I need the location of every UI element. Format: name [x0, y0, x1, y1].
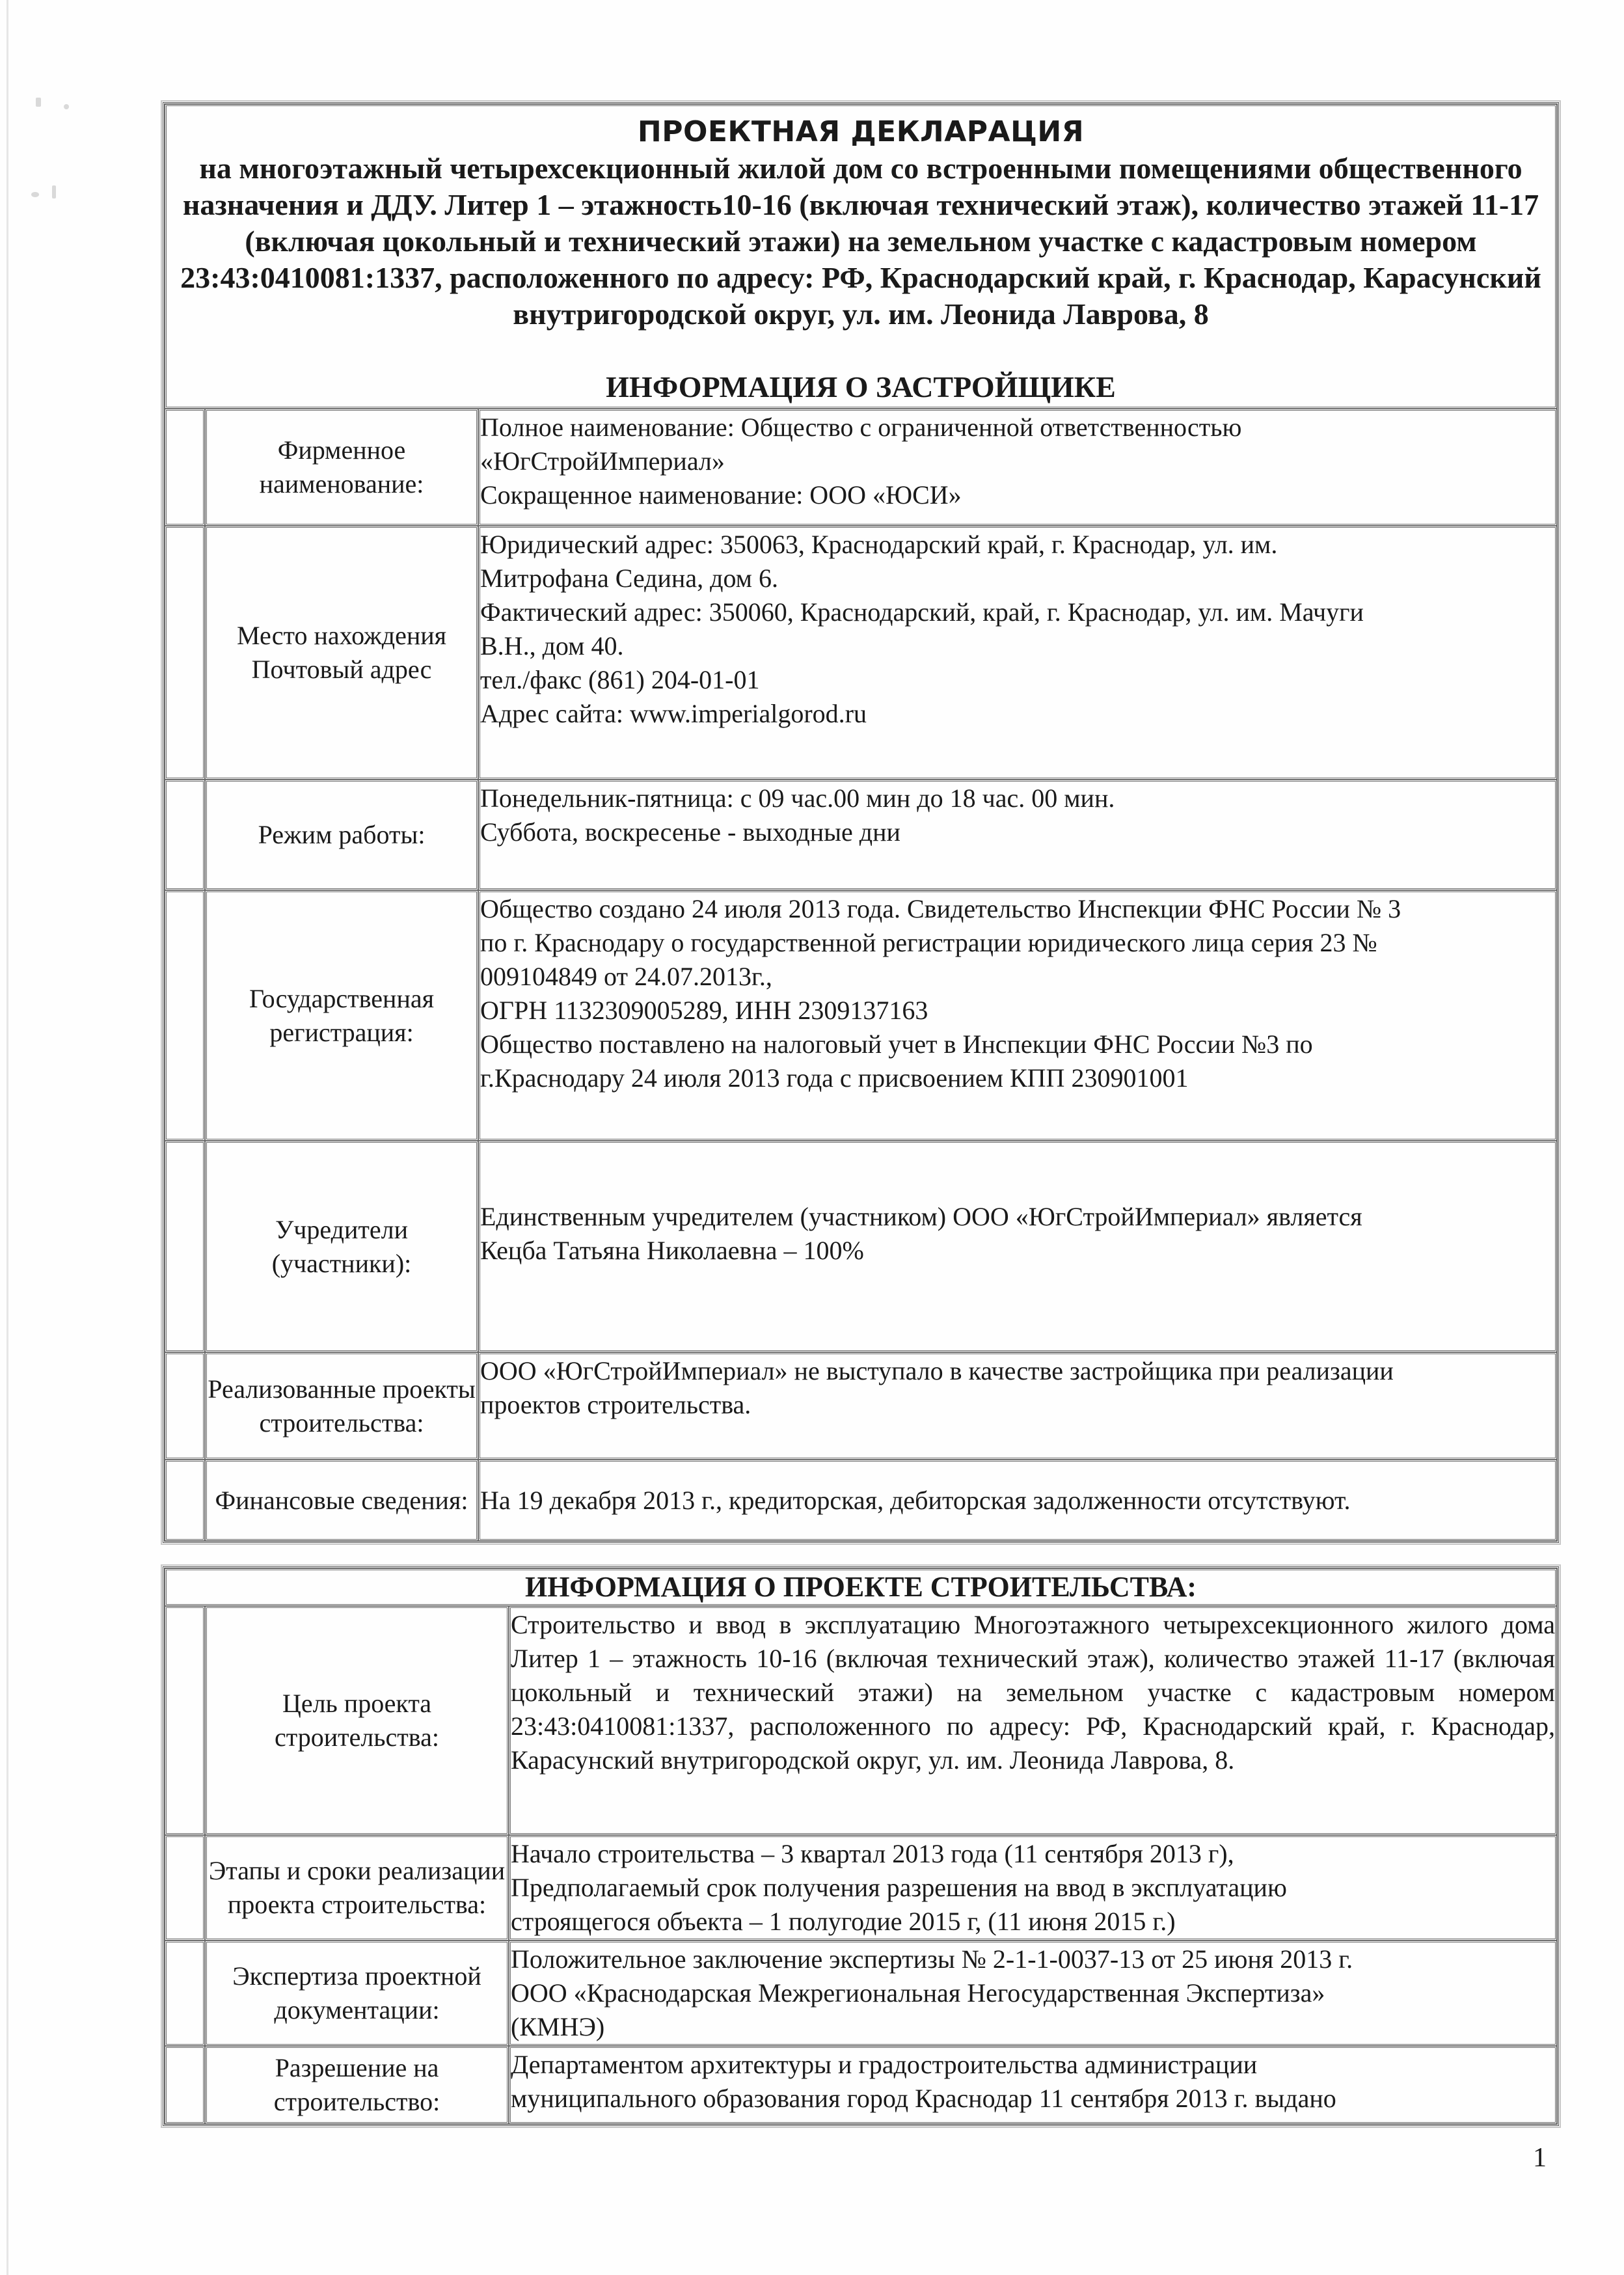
scan-artifact	[64, 104, 69, 109]
table-row	[165, 526, 1557, 780]
row-label: Место нахождения Почтовый адрес	[205, 526, 478, 780]
website-text: Адрес сайта: www.imperialgorod.ru	[480, 699, 867, 728]
row-content: Единственным учредителем (участником) ООО «ЮгСтройИмпериал» является Кецба Татьяна Николаевна – 100%	[478, 1141, 1557, 1352]
developer-info-table	[163, 102, 1559, 1543]
declaration-subtitle: на многоэтажный четырехсекционный жилой дом со встроенными помещениями общественного назначения и ДДУ. Литер 1 – этажность10-16 (включая технический этаж), количество этажей 11-17 (включая цокольный и технический этажи) на земельном участке с кадастровым номером 23:43:0410081:1337, расположенного по адресу: РФ, Краснодарский край, г. Краснодар, Карасунский внутригородской округ, ул. им. Леонида Лаврова, 8	[180, 152, 1541, 331]
table-row	[165, 1352, 1557, 1460]
row-number-cell	[165, 1460, 205, 1541]
scan-artifact	[52, 185, 56, 198]
scan-edge	[7, 0, 8, 2275]
row-number-cell	[165, 2046, 205, 2124]
table-row	[165, 1460, 1557, 1541]
table-row	[165, 1141, 1557, 1352]
row-label: Режим работы:	[205, 780, 478, 890]
row-content: Понедельник-пятница: с 09 час.00 мин до 18 час. 00 мин. Суббота, воскресенье - выходные дни	[478, 780, 1557, 890]
row-label: Разрешение на строительство:	[205, 2046, 509, 2124]
row-number-cell	[165, 1141, 205, 1352]
row-label: Реализованные проекты строительства:	[205, 1352, 478, 1460]
table-row	[165, 409, 1557, 526]
row-label: Учредители (участники):	[205, 1141, 478, 1352]
scan-artifact	[36, 98, 41, 107]
developer-section-title: ИНФОРМАЦИЯ О ЗАСТРОЙЩИКЕ	[606, 370, 1116, 403]
project-section-title: ИНФОРМАЦИЯ О ПРОЕКТЕ СТРОИТЕЛЬСТВА:	[165, 1568, 1557, 1606]
row-content: На 19 декабря 2013 г., кредиторская, дебиторская задолженности отсутствуют.	[478, 1460, 1557, 1541]
row-content: Положительное заключение экспертизы № 2-1-1-0037-13 от 25 июня 2013 г. ООО «Краснодарская Межрегиональная Негосударственная Экспертиза» (КМНЭ)	[509, 1941, 1557, 2046]
row-label: Финансовые сведения:	[205, 1460, 478, 1541]
row-label: Цель проекта строительства:	[205, 1606, 509, 1835]
page-title: ПРОЕКТНАЯ ДЕКЛАРАЦИЯ	[637, 115, 1085, 148]
row-content: Строительство и ввод в эксплуатацию Многоэтажного четырехсекционного жилого дома Литер 1 – этажность 10-16 (включая технический этаж), количество этажей 11-17 (включая цокольный и технический этажи) на земельном участке с кадастровым номером 23:43:0410081:1337, расположенного по адресу: РФ, Краснодарский край, г. Краснодар, Карасунский внутригородской округ, ул. им. Леонида Лаврова, 8.	[509, 1606, 1557, 1835]
row-label: Фирменное наименование:	[205, 409, 478, 526]
declaration-header	[165, 104, 1557, 409]
table-row	[165, 1606, 1557, 1835]
row-label: Государственная регистрация:	[205, 890, 478, 1141]
row-number-cell	[165, 890, 205, 1141]
row-number-cell	[165, 526, 205, 780]
scan-artifact	[31, 192, 39, 197]
table-row	[165, 1835, 1557, 1941]
table-row	[165, 2046, 1557, 2124]
row-number-cell	[165, 1606, 205, 1835]
row-content: Начало строительства – 3 квартал 2013 года (11 сентября 2013 г), Предполагаемый срок получения разрешения на ввод в эксплуатацию строящегося объекта – 1 полугодие 2015 г, (11 июня 2015 г.)	[509, 1835, 1557, 1941]
row-content: ООО «ЮгСтройИмпериал» не выступало в качестве застройщика при реализации проектов строительства.	[478, 1352, 1557, 1460]
table-row	[165, 1941, 1557, 2046]
row-number-cell	[165, 1941, 205, 2046]
row-label: Экспертиза проектной документации:	[205, 1941, 509, 2046]
row-number-cell	[165, 1835, 205, 1941]
row-number-cell	[165, 409, 205, 526]
page-number: 1	[1533, 2143, 1547, 2173]
row-number-cell	[165, 1352, 205, 1460]
row-content: Общество создано 24 июля 2013 года. Свидетельство Инспекции ФНС России № 3 по г. Краснодару о государственной регистрации юридического лица серия 23 № 009104849 от 24.07.2013г., ОГРН 1132309005289, ИНН 2309137163 Общество поставлено на налоговый учет в Инспекции ФНС России №3 по г.Краснодару 24 июля 2013 года с присвоением КПП 230901001	[478, 890, 1557, 1141]
row-content: Полное наименование: Общество с ограниченной ответственностью «ЮгСтройИмпериал» Сокращенное наименование: ООО «ЮСИ»	[478, 409, 1557, 526]
row-content: Департаментом архитектуры и градостроительства администрации муниципального образования город Краснодар 11 сентября 2013 г. выдано	[509, 2046, 1557, 2124]
row-content: Юридический адрес: 350063, Краснодарский край, г. Краснодар, ул. им. Митрофана Седина, дом 6. Фактический адрес: 350060, Краснодарский, край, г. Краснодар, ул. им. Мачуги В.Н., дом 40. тел./факс (861) 204-01-01 Адрес сайта: www.imperialgorod.ru	[478, 526, 1557, 780]
table-row	[165, 780, 1557, 890]
row-number-cell	[165, 780, 205, 890]
project-info-table	[163, 1566, 1559, 2126]
table-row	[165, 890, 1557, 1141]
row-label: Этапы и сроки реализации проекта строительства:	[205, 1835, 509, 1941]
